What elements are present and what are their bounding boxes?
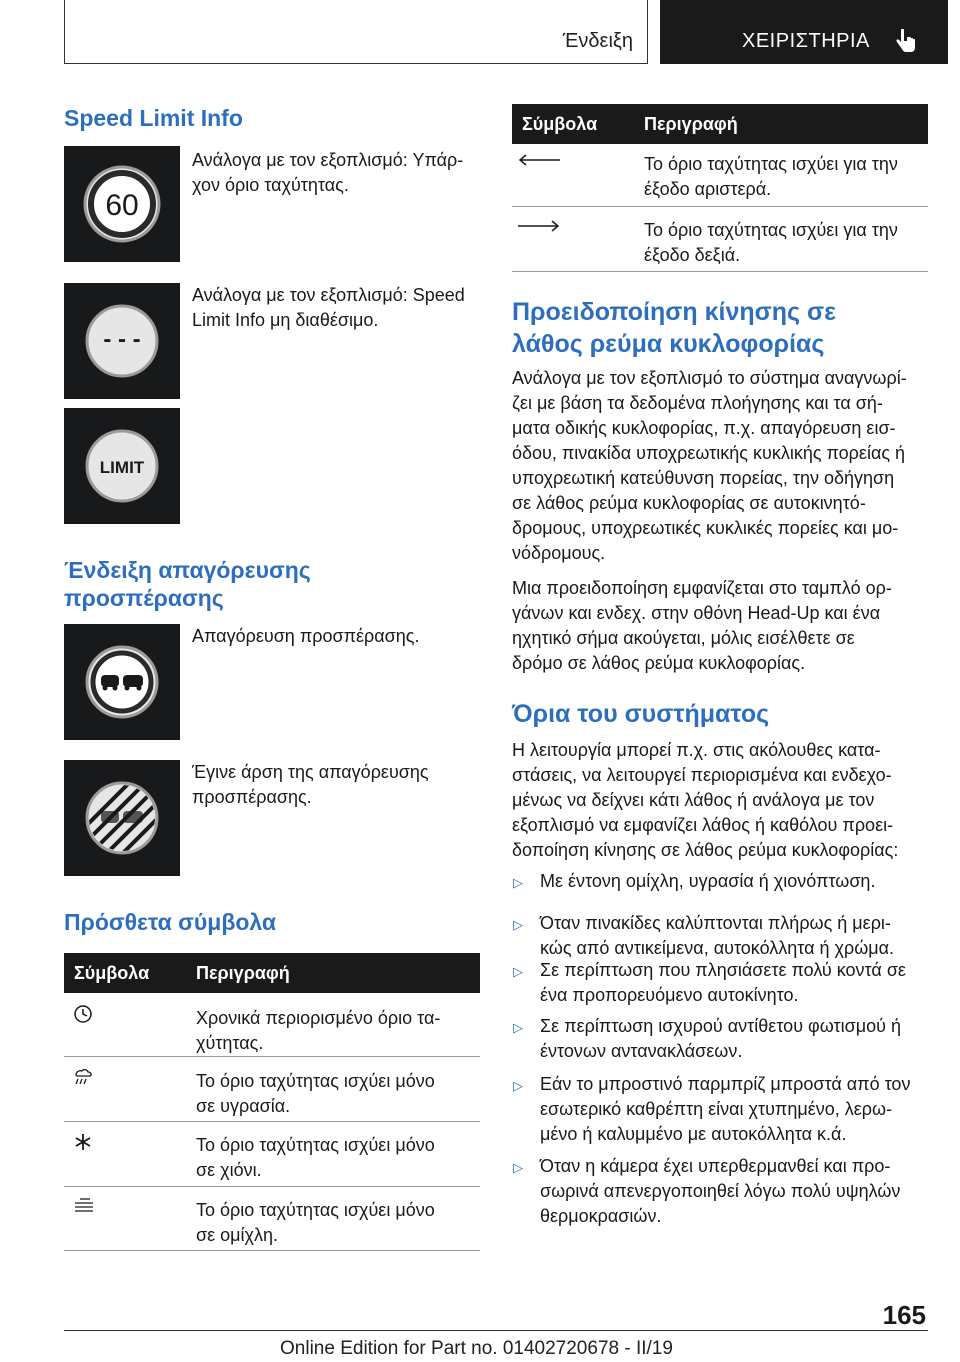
exit-row-2-description [644, 218, 898, 268]
text-line: έξοδο δεξιά. [644, 245, 741, 265]
system-limits-intro [512, 738, 898, 863]
text-line: χύτητας. [196, 1033, 264, 1053]
symbols-table-header [64, 953, 480, 993]
text-line: στάσεις, να λειτουργεί περιορισμένα και ενδεχο- [512, 765, 892, 785]
additional-symbols-heading: Πρόσθετα σύμβολα [64, 909, 277, 935]
end-no-overtaking-sign-image [64, 760, 180, 876]
text-line: εσωτερικό καθρέπτη είναι χτυπημένο, λερω- [540, 1099, 893, 1119]
text-line: γάνων και ενδεχ. στην οθόνη Head-Up και ένα [512, 603, 881, 623]
text-line: Μια προειδοποίηση εμφανίζεται στο ταμπλό ορ- [512, 578, 892, 598]
sign-limit-text: LIMIT [99, 458, 145, 477]
bullet-triangle-icon: ▷ [513, 875, 523, 890]
wrong-way-paragraph-1 [512, 366, 907, 566]
footer-edition-text: Online Edition for Part no. 01402720678 - II/19 [280, 1338, 673, 1359]
text-line: Limit Info μη διαθέσιμο. [192, 310, 379, 330]
exit-table-header [512, 104, 928, 144]
bullet-triangle-icon: ▷ [513, 1020, 523, 1035]
bullet-triangle-icon: ▷ [513, 964, 523, 979]
table-divider [512, 206, 928, 207]
bullet-triangle-icon: ▷ [513, 1160, 523, 1175]
col-symbol-header: Σύμβολα [74, 963, 150, 983]
overtaking-item1-text: Απαγόρευση προσπέρασης. [192, 626, 420, 646]
text-line: Το όριο ταχύτητας ισχύει μόνο [196, 1071, 435, 1091]
heading-line: Προειδοποίηση κίνησης σε [512, 298, 836, 326]
text-line: σε ομίχλη. [196, 1225, 278, 1245]
text-line: δρόμο σε λάθος ρεύμα κυκλοφορίας. [512, 653, 806, 673]
text-line: σε υγρασία. [196, 1096, 291, 1116]
limits-bullet-2 [540, 911, 894, 961]
limits-bullet-1 [540, 869, 875, 894]
rain-icon [72, 1066, 94, 1088]
speed-limit-info-heading: Speed Limit Info [64, 105, 243, 131]
text-line: έντονων αντανακλάσεων. [540, 1041, 743, 1061]
fog-icon [72, 1196, 96, 1216]
header-chapter-box [660, 0, 948, 64]
text-line: Έγινε άρση της απαγόρευσης [192, 762, 429, 782]
text-line: όδου, πινακίδα υποχρεωτικής κυκλικής πορείας ή [512, 443, 906, 463]
text-line: δρομους, υποχρεωτικές κυκλικές πορείες και μο- [512, 518, 899, 538]
page-header [64, 0, 948, 64]
col-description-header: Περιγραφή [644, 114, 738, 134]
clock-icon [72, 1003, 94, 1025]
text-line: Η λειτουργία μπορεί π.χ. στις ακόλουθες κατα- [512, 740, 881, 760]
table-divider [64, 1250, 480, 1251]
footer-divider [64, 1330, 928, 1331]
hand-pointer-icon [892, 28, 918, 54]
speed-limit-unavailable-sign-image [64, 283, 180, 399]
header-section-box [64, 0, 648, 64]
text-line: Ανάλογα με τον εξοπλισμό το σύστημα αναγνωρί- [512, 368, 907, 388]
limits-bullet-6 [540, 1154, 900, 1229]
text-line: νόδρομους. [512, 543, 606, 563]
text-line: σε λάθος ρεύμα κυκλοφορίας σε αυτοκινητό- [512, 493, 866, 513]
text-line: Σε περίπτωση ισχυρού αντίθετου φωτισμού ή [540, 1016, 901, 1036]
text-line: εξοπλισμό να εμφανίζει λάθος ή καθόλου προει- [512, 815, 894, 835]
text-line: Όταν πινακίδες καλύπτονται πλήρως ή μερι- [540, 913, 891, 933]
text-line: σωρινά απενεργοποιηθεί λόγω πολύ υψηλών [540, 1181, 901, 1201]
speed-limit-60-sign-image [64, 146, 180, 262]
text-line: Εάν το μπροστινό παρμπρίζ μπροστά από τον [540, 1074, 911, 1094]
text-line: Το όριο ταχύτητας ισχύει μόνο [196, 1200, 435, 1220]
text-line: έξοδο αριστερά. [644, 179, 772, 199]
snowflake-icon [72, 1131, 94, 1153]
table-divider [64, 1056, 480, 1057]
text-line: ένα προπορευόμενο αυτοκίνητο. [540, 985, 799, 1005]
col-symbol-header: Σύμβολα [522, 114, 598, 134]
table-divider [64, 1186, 480, 1187]
arrow-left-icon [516, 152, 562, 168]
col-description-header: Περιγραφή [196, 963, 290, 983]
wrong-way-heading [512, 296, 836, 360]
speed-limit-item2-text [192, 283, 465, 333]
symbols-row-2-description [196, 1069, 435, 1119]
symbols-row-1-description [196, 1006, 440, 1056]
text-line: ματα οδικής κυκλοφορίας, π.χ. απαγόρευση εισ- [512, 418, 896, 438]
arrow-right-icon [516, 218, 562, 234]
text-line: ζει με βάση τα δεδομένα πλοήγησης και τα σή- [512, 393, 883, 413]
text-line: σε χιόνι. [196, 1160, 262, 1180]
text-line: Με έντονη ομίχλη, υγρασία ή χιονόπτωση. [540, 871, 876, 891]
text-line: μένως να δείχνει κάτι λάθος ή ανάλογα με τον [512, 790, 875, 810]
header-section-label: Ένδειξη [562, 30, 633, 52]
wrong-way-paragraph-2 [512, 576, 892, 676]
text-line: Ανάλογα με τον εξοπλισμό: Υπάρ- [192, 150, 464, 170]
no-overtaking-sign-image [64, 624, 180, 740]
text-line: μένο ή καλυμμένο με αυτοκόλλητα κ.ά. [540, 1124, 847, 1144]
symbols-row-4-description [196, 1198, 435, 1248]
speed-limit-item1-text [192, 148, 463, 198]
text-line: προσπέρασης. [192, 787, 312, 807]
speed-limit-limit-sign-image [64, 408, 180, 524]
table-divider [512, 271, 928, 272]
overtaking-heading [64, 556, 311, 612]
heading-line: προσπέρασης [64, 585, 224, 611]
bullet-triangle-icon: ▷ [513, 917, 523, 932]
sign-60-text: 60 [105, 189, 139, 222]
sign-dashes-text: - - - [103, 326, 141, 353]
overtaking-item2-text [192, 760, 429, 810]
text-line: Χρονικά περιορισμένο όριο τα- [196, 1008, 441, 1028]
text-line: Το όριο ταχύτητας ισχύει μόνο [196, 1135, 435, 1155]
text-line: θερμοκρασιών. [540, 1206, 662, 1226]
limits-bullet-3 [540, 958, 906, 1008]
text-line: κώς από αντικείμενα, αυτοκόλλητα ή χρώμα. [540, 938, 895, 958]
symbols-row-3-description [196, 1133, 435, 1183]
text-line: Όταν η κάμερα έχει υπερθερμανθεί και προ- [540, 1156, 891, 1176]
text-line: υποχρεωτική κατεύθυνση πορείας, την οδήγηση [512, 468, 895, 488]
text-line: Το όριο ταχύτητας ισχύει για την [644, 220, 898, 240]
text-line: δοποίηση κίνησης σε λάθος ρεύμα κυκλοφορίας: [512, 840, 899, 860]
text-line: ηχητικό σήμα ακούγεται, μόλις εισέλθετε σε [512, 628, 855, 648]
exit-row-1-description [644, 152, 898, 202]
heading-line: Ένδειξη απαγόρευσης [64, 557, 311, 583]
text-line: Ανάλογα με τον εξοπλισμό: Speed [192, 285, 465, 305]
limits-bullet-5 [540, 1072, 910, 1147]
bullet-triangle-icon: ▷ [513, 1078, 523, 1093]
page-number: 165 [882, 1300, 926, 1330]
heading-line: λάθος ρεύμα κυκλοφορίας [512, 330, 825, 358]
system-limits-heading: Όρια του συστήματος [512, 700, 770, 728]
limits-bullet-4 [540, 1014, 901, 1064]
text-line: χον όριο ταχύτητας. [192, 175, 349, 195]
text-line: Το όριο ταχύτητας ισχύει για την [644, 154, 898, 174]
table-divider [64, 1121, 480, 1122]
text-line: Σε περίπτωση που πλησιάσετε πολύ κοντά σε [540, 960, 906, 980]
header-chapter-label: ΧΕΙΡΙΣΤΗΡΙΑ [742, 30, 870, 52]
